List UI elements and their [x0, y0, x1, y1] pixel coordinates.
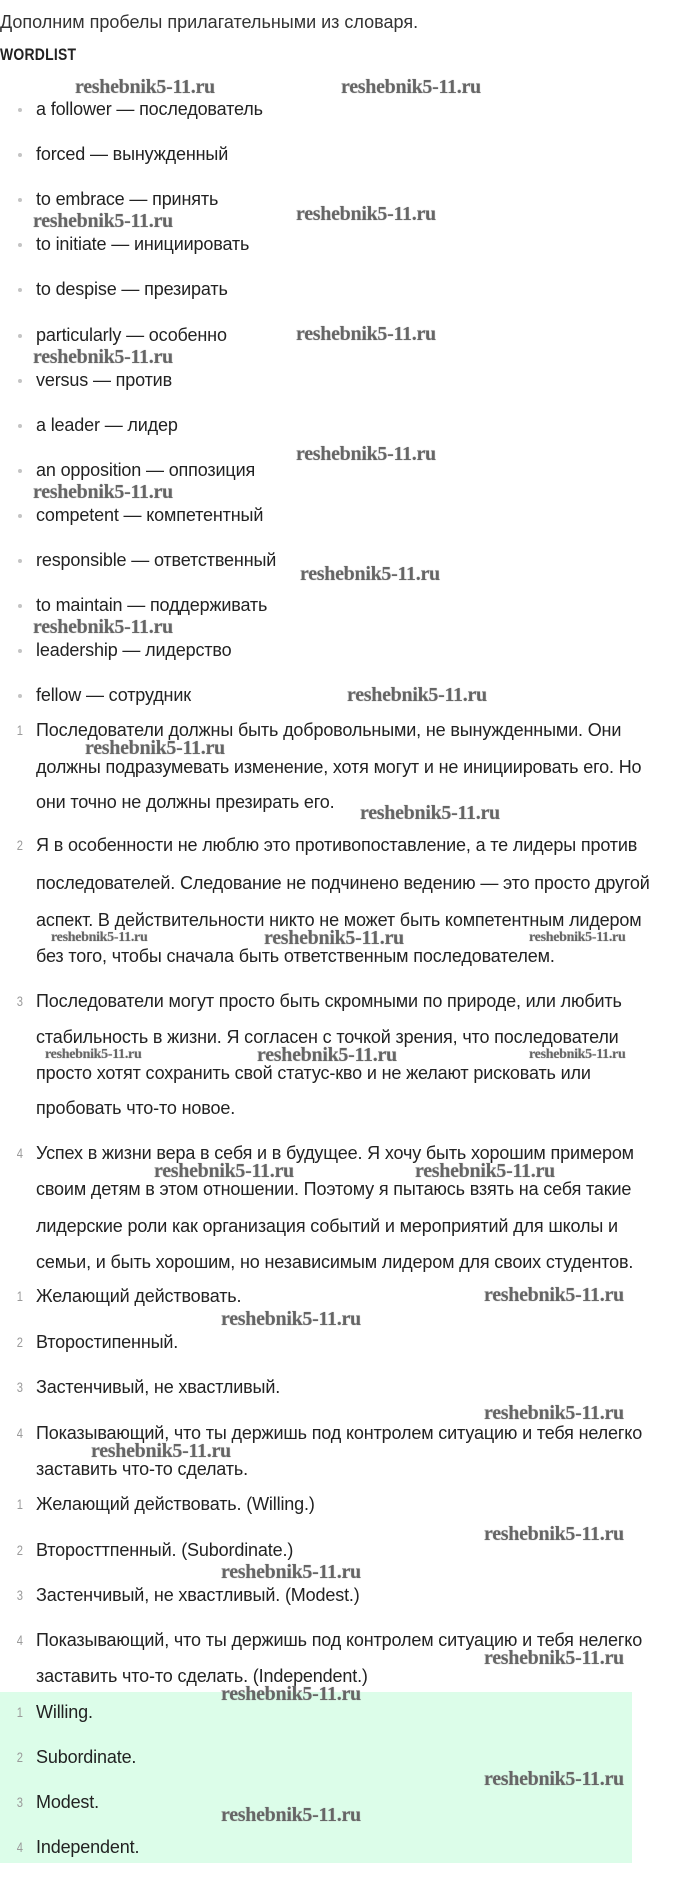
paragraphs-line: аспект. В действительности никто не может быть компетентным лидером — [36, 910, 642, 930]
item-number: 4 — [16, 1425, 24, 1441]
watermark: reshebnik5-11.ru — [529, 930, 626, 945]
watermark: reshebnik5-11.ru — [360, 802, 500, 824]
definitions-line: Показывающий, что ты держишь под контролем ситуацию и тебя нелегко — [36, 1423, 643, 1443]
bullet-icon — [18, 153, 22, 157]
watermark: reshebnik5-11.ru — [296, 323, 436, 345]
watermark: reshebnik5-11.ru — [484, 1523, 624, 1545]
item-number: 4 — [16, 1632, 24, 1648]
wordlist-item: to embrace — принять — [36, 189, 219, 210]
wordlist-item: competent — компетентный — [36, 504, 264, 525]
watermark: reshebnik5-11.ru — [154, 1160, 294, 1182]
wordlist-item: to initiate — инициировать — [36, 234, 250, 255]
item-number: 3 — [16, 1794, 24, 1810]
watermark: reshebnik5-11.ru — [484, 1768, 624, 1790]
paragraphs-line: своим детям в этом отношении. Поэтому я пытаюсь взять на себя такие — [36, 1179, 632, 1199]
item-number: 2 — [16, 1542, 24, 1558]
answers-line: Willing. — [36, 1702, 93, 1722]
item-number: 1 — [16, 1704, 24, 1720]
bullet-icon — [18, 604, 22, 608]
wordlist-item: a follower — последователь — [36, 99, 263, 119]
watermark: reshebnik5-11.ru — [221, 1561, 361, 1583]
wordlist-item: to despise — презирать — [36, 279, 228, 300]
intro-text: Дополним пробелы прилагательными из словаря. — [0, 12, 419, 32]
bullet-icon — [18, 198, 22, 202]
item-number: 2 — [16, 837, 24, 853]
paragraphs-line: без того, чтобы сначала быть ответственным последователем. — [36, 946, 555, 966]
watermark: reshebnik5-11.ru — [257, 1044, 397, 1066]
wordlist-item: versus — против — [36, 369, 173, 390]
watermark: reshebnik5-11.ru — [264, 927, 404, 949]
definitions-line: заставить что-то сделать. — [36, 1459, 248, 1479]
wordlist-item: particularly — особенно — [36, 324, 227, 345]
paragraphs-line: Последователи могут просто быть скромными по природе, или любить — [36, 991, 622, 1011]
watermark: reshebnik5-11.ru — [75, 76, 215, 98]
definitions-answered-line: Второсттпенный. (Subordinate.) — [36, 1540, 294, 1560]
item-number: 3 — [16, 1587, 24, 1603]
bullet-icon — [18, 288, 22, 292]
bullet-icon — [18, 514, 22, 518]
wordlist-item: leadership — лидерство — [36, 640, 232, 661]
definitions-answered-line: Желающий действовать. (Willing.) — [36, 1494, 315, 1514]
definitions-answered-line: Застенчивый, не хвастливый. (Modest.) — [36, 1585, 360, 1605]
watermark: reshebnik5-11.ru — [529, 1047, 626, 1062]
paragraphs-line: Последователи должны быть добровольными, не вынужденными. Они — [36, 720, 622, 740]
wordlist-item: an opposition — оппозиция — [36, 459, 256, 480]
bullet-icon — [18, 334, 22, 338]
paragraphs-line: лидерские роли как организация событий и мероприятий для школы и — [36, 1216, 618, 1236]
watermark: reshebnik5-11.ru — [91, 1440, 231, 1462]
watermark: reshebnik5-11.ru — [33, 481, 173, 503]
watermark: reshebnik5-11.ru — [33, 210, 173, 232]
item-number: 1 — [16, 722, 24, 738]
paragraphs-line: пробовать что-то новое. — [36, 1098, 236, 1118]
watermark: reshebnik5-11.ru — [51, 930, 148, 945]
paragraphs-line: семьи, и быть хорошим, но независимым лидером для своих студентов. — [36, 1252, 634, 1272]
watermark: reshebnik5-11.ru — [45, 1047, 142, 1062]
watermark: reshebnik5-11.ru — [221, 1683, 361, 1705]
definitions-answered-line: заставить что-то сделать. (Independent.) — [36, 1666, 368, 1686]
item-number: 2 — [16, 1749, 24, 1765]
bullet-icon — [18, 469, 22, 473]
bullet-icon — [18, 694, 22, 698]
item-number: 3 — [16, 1379, 24, 1395]
wordlist-item: a leader — лидер — [36, 414, 178, 435]
item-number: 1 — [16, 1496, 24, 1512]
paragraphs-line: последователей. Следование не подчинено ведению — это просто другой — [36, 873, 650, 893]
paragraphs-line: должны подразумевать изменение, хотя могут и не инициировать его. Но — [36, 757, 642, 777]
bullet-icon — [18, 559, 22, 563]
item-number: 4 — [16, 1145, 24, 1161]
watermark: reshebnik5-11.ru — [300, 563, 440, 585]
item-number: 1 — [16, 1288, 24, 1304]
watermark: reshebnik5-11.ru — [221, 1308, 361, 1330]
paragraphs-line: стабильность в жизни. Я согласен с точкой зрения, что последователи — [36, 1027, 619, 1047]
bullet-icon — [18, 243, 22, 247]
watermark: reshebnik5-11.ru — [341, 76, 481, 98]
watermark: reshebnik5-11.ru — [484, 1647, 624, 1669]
watermark: reshebnik5-11.ru — [296, 203, 436, 225]
definitions-answered-line: Показывающий, что ты держишь под контролем ситуацию и тебя нелегко — [36, 1630, 643, 1650]
bullet-icon — [18, 108, 22, 112]
paragraphs-line: Я в особенности не люблю это противопоставление, а те лидеры против — [36, 835, 638, 855]
paragraphs-line: Успех в жизни вера в себя и в будущее. Я хочу быть хорошим примером — [36, 1143, 634, 1163]
answers-line: Independent. — [36, 1837, 140, 1857]
wordlist-item: responsible — ответственный — [36, 550, 277, 570]
wordlist-item: fellow — сотрудник — [36, 685, 191, 706]
bullet-icon — [18, 379, 22, 383]
wordlist-item: forced — вынужденный — [36, 144, 229, 165]
watermark: reshebnik5-11.ru — [484, 1402, 624, 1424]
bullet-icon — [18, 424, 22, 428]
item-number: 3 — [16, 993, 24, 1009]
answers-line: Modest. — [36, 1792, 99, 1812]
watermark: reshebnik5-11.ru — [85, 737, 225, 759]
wordlist-heading: WORDLIST — [0, 45, 77, 64]
definitions-line: Застенчивый, не хвастливый. — [36, 1377, 281, 1397]
watermark: reshebnik5-11.ru — [296, 443, 436, 465]
watermark: reshebnik5-11.ru — [221, 1804, 361, 1826]
item-number: 2 — [16, 1334, 24, 1350]
answers-line: Subordinate. — [36, 1747, 137, 1767]
watermark: reshebnik5-11.ru — [33, 616, 173, 638]
watermark: reshebnik5-11.ru — [415, 1160, 555, 1182]
definitions-line: Второстипенный. — [36, 1332, 179, 1352]
watermark: reshebnik5-11.ru — [484, 1284, 624, 1306]
watermark: reshebnik5-11.ru — [33, 346, 173, 368]
watermark: reshebnik5-11.ru — [347, 684, 487, 706]
item-number: 4 — [16, 1839, 24, 1855]
wordlist-item: to maintain — поддерживать — [36, 595, 268, 616]
definitions-line: Желающий действовать. — [36, 1286, 242, 1306]
paragraphs-line: они точно не должны презирать его. — [36, 792, 335, 812]
bullet-icon — [18, 649, 22, 653]
paragraphs-line: просто хотят сохранить свой статус-кво и не желают рисковать или — [36, 1063, 591, 1083]
